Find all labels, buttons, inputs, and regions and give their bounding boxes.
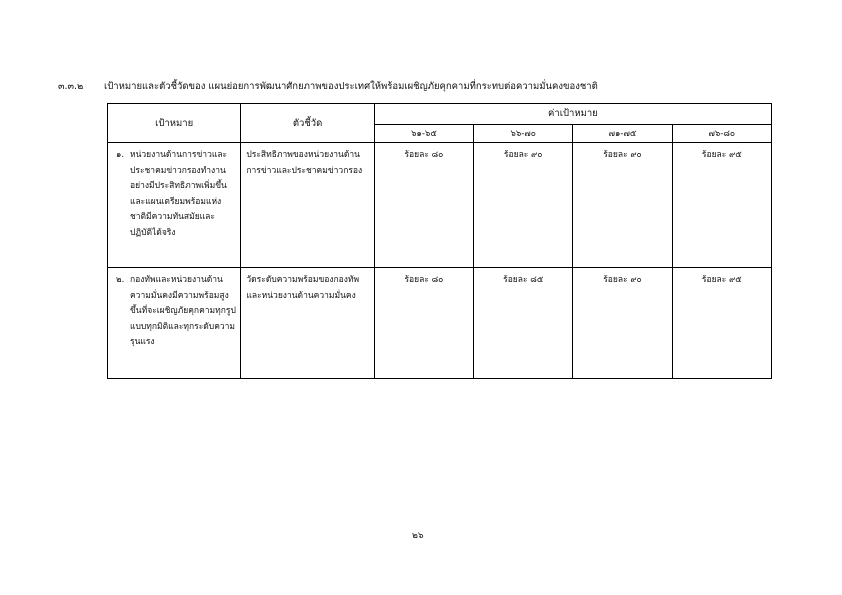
table-header-row: [108, 104, 772, 125]
section-number: ๓.๓.๒: [58, 81, 84, 92]
target-value-cell: ร้อยละ ๙๕: [672, 143, 771, 268]
target-cell: [108, 268, 241, 379]
column-header-year: ๗๑-๗๕: [573, 124, 672, 142]
column-header-year: ๖๑-๖๕: [374, 124, 473, 142]
target-value-cell: ร้อยละ ๙๐: [474, 143, 573, 268]
target-text: หน่วยงานด้านการข่าวและประชาคมข่าวกรองทำงานอย่างมีประสิทธิภาพเพิ่มขึ้น และแผนเตรียมพร้อมแห่งชาติมีความทันสมัยและปฏิบัติได้จริง: [130, 150, 228, 238]
column-header-year: ๗๖-๘๐: [672, 124, 771, 142]
target-value-cell: ร้อยละ ๙๕: [672, 268, 771, 379]
target-value-cell: ร้อยละ ๘๐: [374, 268, 473, 379]
target-value-cell: ร้อยละ ๙๐: [573, 143, 672, 268]
section-heading: [58, 79, 598, 94]
table-row: [108, 268, 772, 379]
table-row: [108, 143, 772, 268]
target-value-cell: ร้อยละ ๙๐: [573, 268, 672, 379]
column-header-target-value: ค่าเป้าหมาย: [374, 104, 771, 125]
indicator-cell: ประสิทธิภาพของหน่วยงานด้านการข่าวและประชาคมข่าวกรอง: [241, 143, 374, 268]
target-value-cell: ร้อยละ ๘๕: [474, 268, 573, 379]
column-header-indicator: ตัวชี้วัด: [241, 104, 374, 143]
target-text: กองทัพและหน่วยงานด้านความมั่นคงมีความพร้อมสูงขึ้นที่จะเผชิญภัยคุกคามทุกรูปแบบทุกมิติและทุกระดับความรุนแรง: [130, 275, 236, 347]
target-value-cell: ร้อยละ ๘๐: [374, 143, 473, 268]
column-header-target: เป้าหมาย: [108, 104, 241, 143]
page-number: ๒๖: [412, 531, 424, 541]
target-indicator-table: [107, 103, 772, 379]
indicator-cell: วัดระดับความพร้อมของกองทัพและหน่วยงานด้านความมั่นคง: [241, 268, 374, 379]
target-number: ๒.: [116, 275, 125, 285]
target-number: ๑.: [116, 150, 125, 160]
target-cell: [108, 143, 241, 268]
column-header-year: ๖๖-๗๐: [474, 124, 573, 142]
section-title: เป้าหมายและตัวชี้วัดของ แผนย่อยการพัฒนาศักยภาพของประเทศให้พร้อมเผชิญภัยคุกคามที่กระทบต่อความมั่นคงของชาติ: [104, 81, 598, 92]
